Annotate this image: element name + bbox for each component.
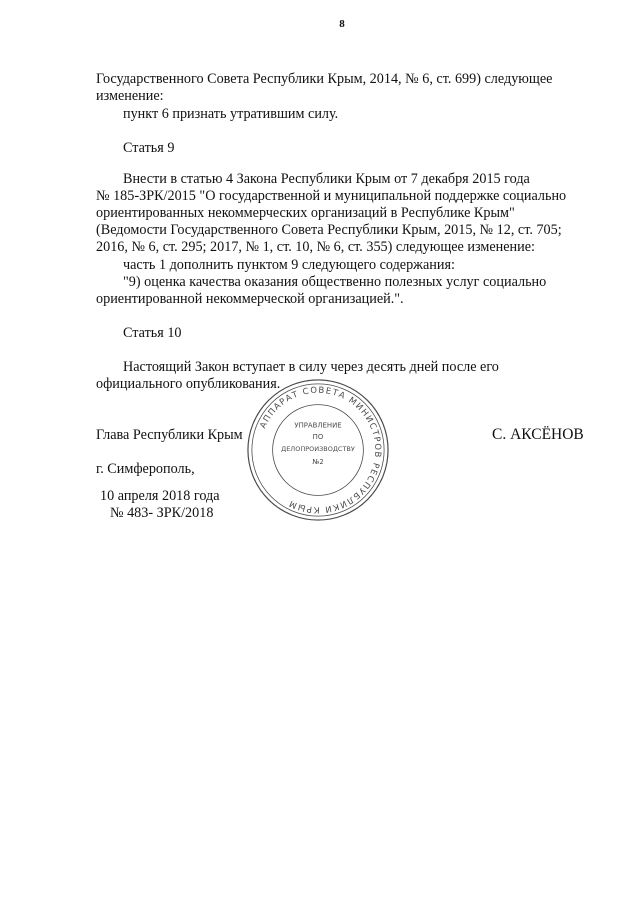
stamp-line-4: №2 xyxy=(312,457,324,466)
stamp-line-1: УПРАВЛЕНИЕ xyxy=(294,421,342,430)
page-number: 8 xyxy=(339,18,345,30)
stamp-line-3: ДЕЛОПРОИЗВОДСТВУ xyxy=(281,444,355,453)
article-10-paragraph: Настоящий Закон вступает в силу через десять дней после его официального опубликования. xyxy=(96,359,499,392)
signatory-name: С. АКСЁНОВ xyxy=(492,426,584,443)
date: 10 апреля 2018 года xyxy=(100,488,220,504)
stamp-line-2: ПО xyxy=(312,433,324,442)
stamp-seal xyxy=(244,376,392,524)
article-9-paragraph-2: часть 1 дополнить пунктом 9 следующего содержания: xyxy=(123,257,455,273)
intro-item: пункт 6 признать утратившим силу. xyxy=(123,106,339,122)
law-number: № 483- ЗРК/2018 xyxy=(110,505,214,521)
intro-paragraph: Государственного Совета Республики Крым, 2014, № 6, ст. 699) следующее изменение: xyxy=(96,71,553,104)
article-9-paragraph-1: Внести в статью 4 Закона Республики Крым от 7 декабря 2015 года № 185-ЗРК/2015 "О государственной и муниципальной поддержке социально ориентированных некоммерческих организаций в Республике Крым" (Ведомости Государственного Совета Республики Крым, 2015, № 12, ст. 705; 2016, № 6, ст. 295; 2017, № 1, ст. 10, № 6, ст. 355) следующее изменение: xyxy=(96,171,567,255)
stamp-outer-text: АППАРАТ СОВЕТА МИНИСТРОВ РЕСПУБЛИКИ КРЫМ xyxy=(257,384,384,516)
article-10-heading: Статья 10 xyxy=(123,325,182,341)
article-9-paragraph-3: "9) оценка качества оказания общественно полезных услуг социально ориентированной некоммерческой организацией.". xyxy=(96,274,547,307)
city: г. Симферополь, xyxy=(96,461,195,477)
article-9-heading: Статья 9 xyxy=(123,140,175,156)
signatory-position: Глава Республики Крым xyxy=(96,427,243,443)
official-stamp xyxy=(244,376,392,524)
